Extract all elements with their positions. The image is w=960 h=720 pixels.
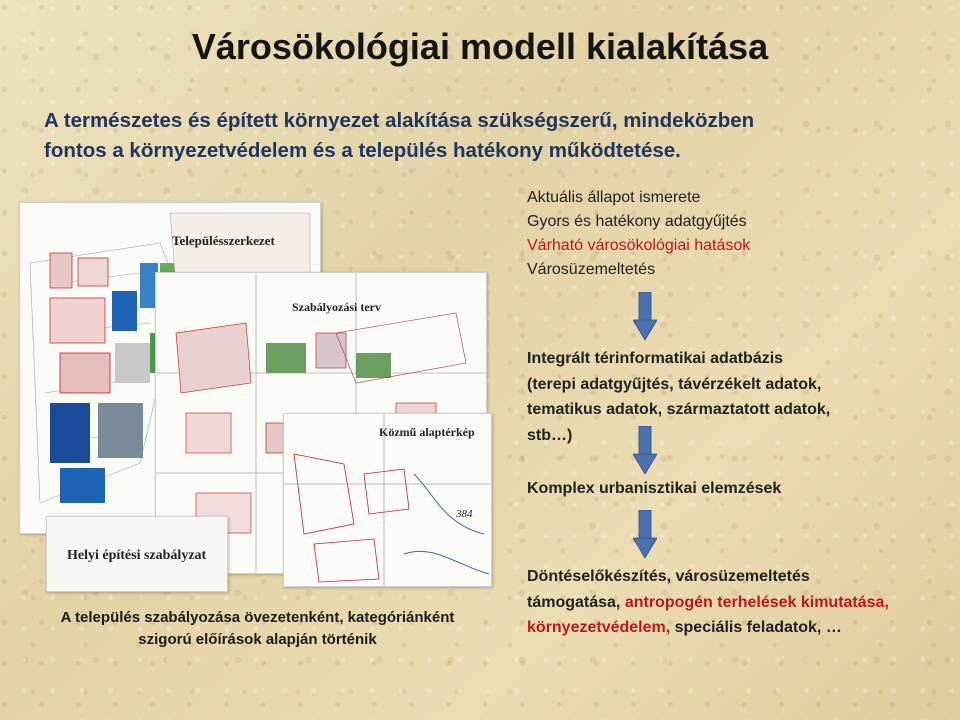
map-kozmu-alapterkep [283,413,492,587]
down-arrow-icon [633,510,657,560]
list-item-1: Aktuális állapot ismerete [527,189,701,206]
decision-line-3-b: speciális feladatok, … [670,619,842,636]
map-telepulesszerkezet-label: Településszerkezet [172,233,275,248]
map-kozmu-number: 384 [456,508,473,520]
intro-line-1: A természetes és épített környezet alakítása szükségszerű, mindeközben [44,109,755,132]
caption-line-2: szigorú előírások alapján történik [138,631,377,648]
intro-line-2: fontos a környezetvédelem és a település hatékony működtetése. [44,139,681,162]
decision-line-2-b: antropogén terhelések kimutatása, [624,593,889,611]
database-text [527,346,907,448]
list-item-2: Gyors és hatékony adatgyűjtés [527,213,747,230]
down-arrow-icon [633,426,657,476]
intro-text [44,106,904,166]
decision-line-3-a: környezetvédelem, [527,619,671,636]
decision-line-2-a: támogatása, [527,593,625,611]
list-item-4: Városüzemeltetés [527,261,656,278]
down-arrow-icon [633,292,657,342]
database-line-4: stb…) [527,426,573,444]
analysis-text: Komplex urbanisztikai elemzések [527,480,782,497]
map-kozmu-alapterkep-label: Közmű alaptérkép [379,425,475,439]
decision-line-3 [527,615,957,641]
decision-line-2 [527,590,957,616]
map-helyi-epitesi-szabalyzat [46,516,228,592]
database-line-3: tematikus adatok, származtatott adatok, [527,401,831,418]
map-caption [20,607,495,651]
database-line-2: (terepi adatgyűjtés, távérzékelt adatok, [527,375,822,393]
database-line-1: Integrált térinformatikai adatbázis [527,350,784,367]
decision-line-1: Döntéselőkészítés, városüzemeltetés [527,568,810,585]
slide-title: Városökológiai modell kialakítása [191,26,769,67]
map-szabalyozasi-terv-label: Szabályozási terv [292,300,381,314]
list-item-3: Várható városökológiai hatások [527,237,751,254]
decision-text [527,564,957,641]
caption-line-1: A település szabályozása övezetenként, kategóriánként [60,609,455,626]
map-helyi-epitesi-szabalyzat-label: Helyi építési szabályzat [67,548,207,563]
requirements-list [527,186,750,282]
